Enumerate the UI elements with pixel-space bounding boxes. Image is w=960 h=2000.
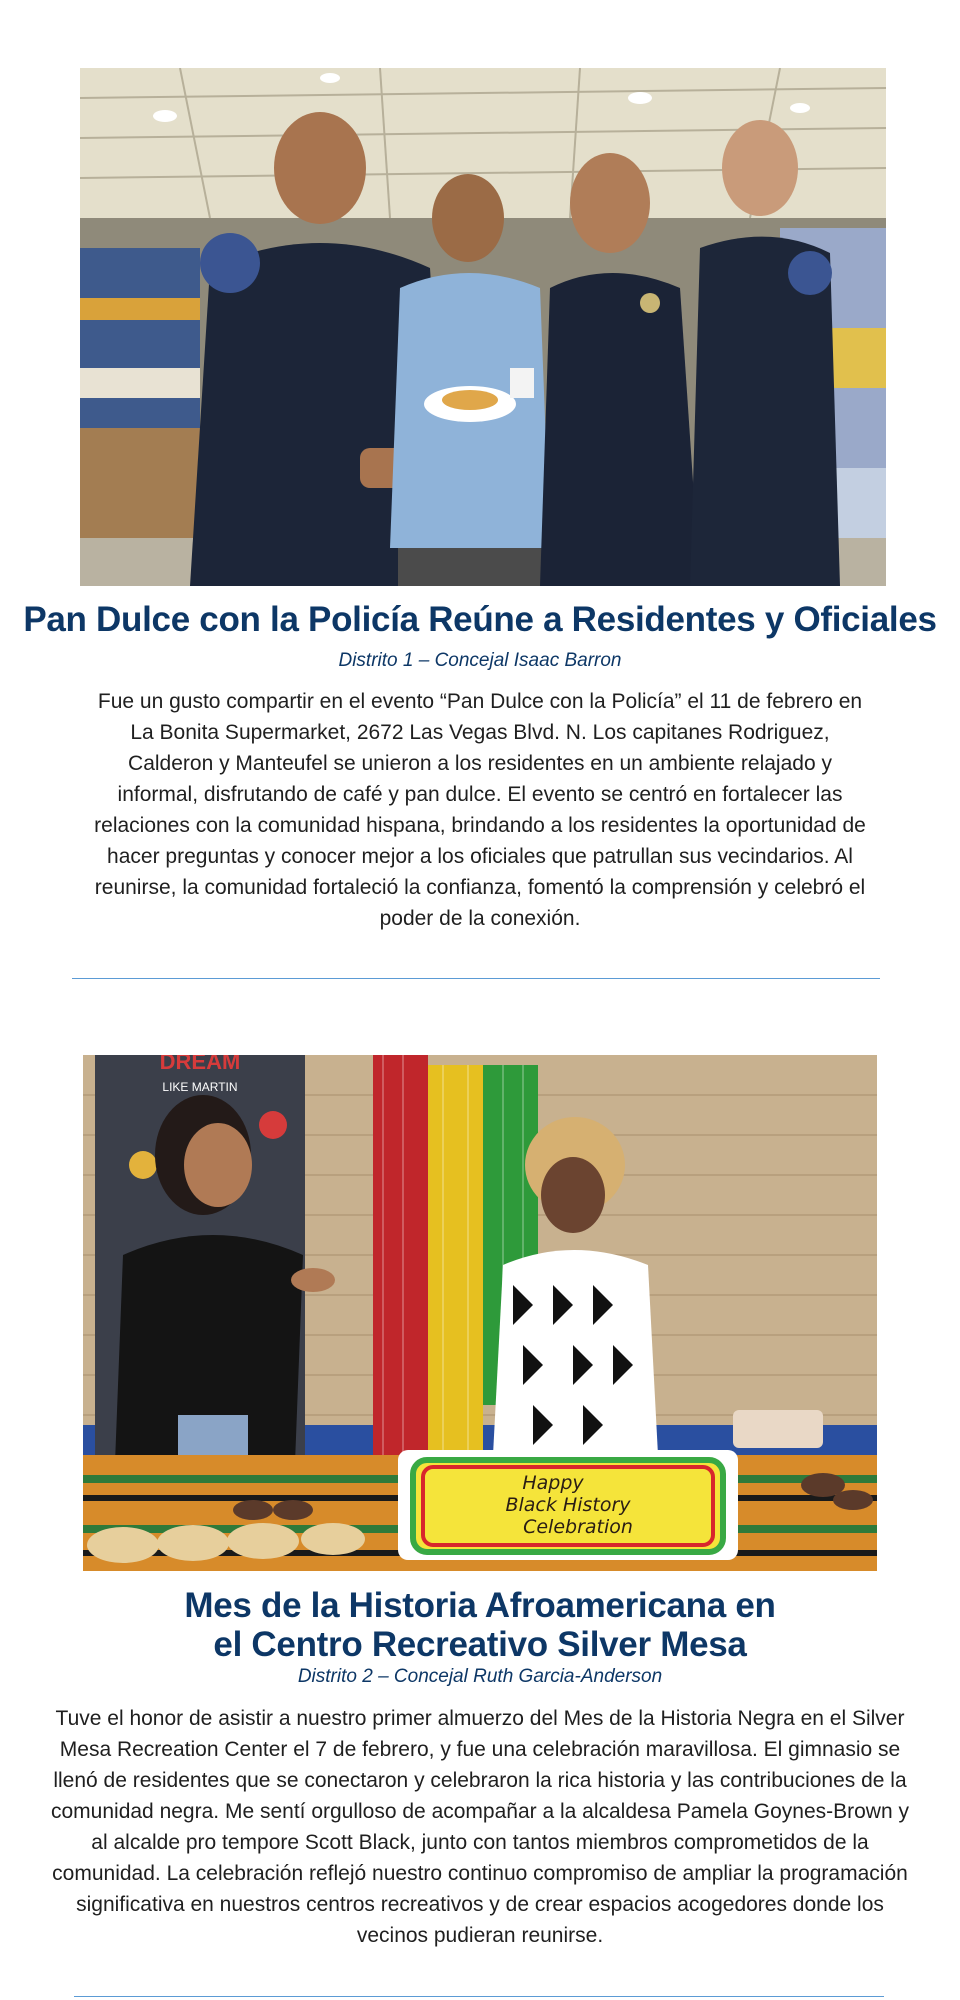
article-2-headline bbox=[0, 1586, 960, 1664]
article-2-byline: Distrito 2 – Concejal Ruth Garcia-Anderson bbox=[297, 1666, 663, 1687]
article-1-byline: Distrito 1 – Concejal Isaac Barron bbox=[338, 650, 622, 671]
cake-text-line3: Celebration bbox=[523, 1516, 633, 1538]
police-photo-illustration bbox=[80, 68, 886, 586]
article-2-headline-line1: Mes de la Historia Afroamericana en bbox=[184, 1586, 776, 1625]
banner-title: DREAM bbox=[159, 1055, 241, 1074]
article-2-body: Tuve el honor de asistir a nuestro primer almuerzo del Mes de la Historia Negra en el Silver Mesa Recreation Center el 7 de febrero, y fue una celebración maravillosa. El gimnasio se llenó de residentes que se conectaron y celebraron la rica historia y las contribuciones de la comunidad negra. Me sentí orgulloso de acompañar a la alcaldesa Pamela Goynes-Brown y al alcalde pro tempore Scott Black, junto con tantos miembros comprometidos de la comunidad. La celebración reflejó nuestro continuo compromiso de ampliar la programación significativa en nuestros centros recreativos y de crear espacios acogedores donde los vecinos pudieran reunirse. bbox=[51, 1707, 909, 1947]
cake-text-line1: Happy bbox=[522, 1472, 584, 1494]
article-2-headline-line2: el Centro Recreativo Silver Mesa bbox=[213, 1625, 747, 1664]
article-2-photo bbox=[83, 1055, 877, 1571]
article-2-divider bbox=[74, 1996, 884, 1997]
article-1-photo bbox=[80, 68, 886, 586]
banner-subtitle: LIKE MARTIN bbox=[162, 1080, 238, 1094]
article-1-divider bbox=[72, 978, 880, 979]
article-1-headline: Pan Dulce con la Policía Reúne a Residentes y Oficiales bbox=[23, 600, 937, 639]
cake-photo-illustration bbox=[83, 1055, 877, 1571]
cake-text-line2: Black History bbox=[505, 1494, 631, 1516]
article-1-body: Fue un gusto compartir en el evento “Pan Dulce con la Policía” el 11 de febrero en La Bonita Supermarket, 2672 Las Vegas Blvd. N. Los capitanes Rodriguez, Calderon y Manteufel se unieron a los residentes en un ambiente relajado y informal, disfrutando de café y pan dulce. El evento se centró en fortalecer las relaciones con la comunidad hispana, brindando a los residentes la oportunidad de hacer preguntas y conocer mejor a los oficiales que patrullan sus vecindarios. Al reunirse, la comunidad fortaleció la confianza, fomentó la comprensión y celebró el poder de la conexión. bbox=[94, 690, 866, 930]
